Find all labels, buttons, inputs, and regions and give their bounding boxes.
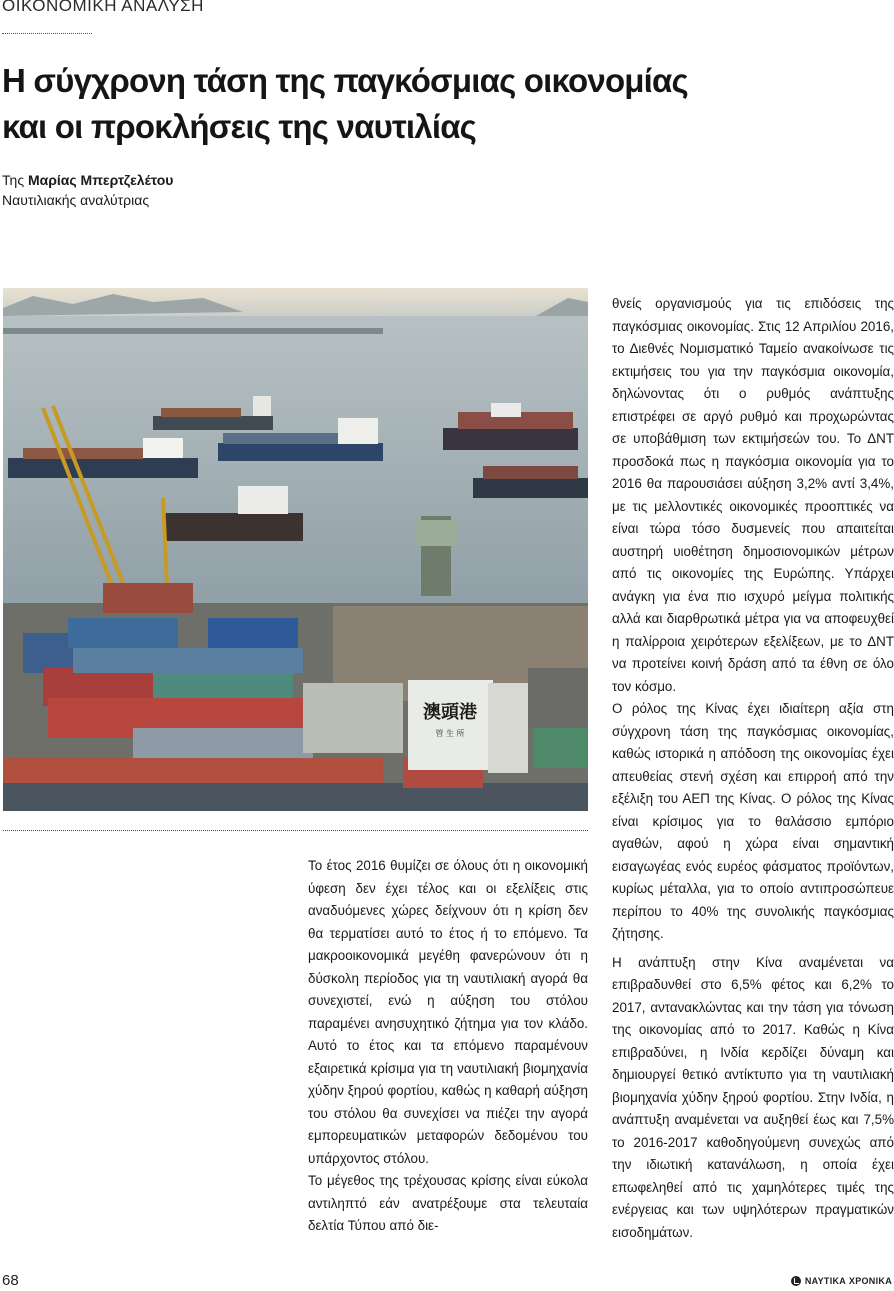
ship-6	[473, 466, 588, 498]
publication-brand	[791, 1276, 892, 1286]
paragraph: θνείς οργανισμούς για τις επιδόσεις της παγκόσμιας οικονομίας. Στις 12 Απριλίου 2016, το Διεθνές Νομισματικό Ταμείο ανακοίνωσε τις εκτιμήσεις του για την παγκόσμια οικονομία, δηλώνοντας ότι ο ρυθμός ανάπτυξης επιστρέφει σε αργό ρυθμό και προχωρώντας σε υποβάθμιση των εκτιμήσεών του. Το ΔΝΤ προσδοκά πως η παγκόσμια οικονομία για το 2016 θα παρουσιάσει αύξηση 3,2% αντί 3,4%, με τις μελλοντικές οικονομικές προοπτικές να είναι τώρα τόσο δυσμενείς που απαιτείται αυστηρή υιοθέτηση δημοσιονομικών μέτρων από τις οικονομίες της Ευρώπης. Υπάρχει ανάγκη για ένα πιο ισχυρό μείγμα πολιτικής αλλά και διαρθρωτικά μέτρα για να αποφευχθεί η παλίρροια χειρότερων εξελίξεων, με το ΔΝΤ να προτείνει κοινή δράση από τα έθνη σε όλο τον κόσμο.	[612, 296, 894, 694]
port-sign-subtext: 管 生 所	[435, 729, 465, 738]
author-name: Μαρίας Μπερτζελέτου	[27, 172, 174, 188]
headline-line-2: και οι προκλήσεις της ναυτιλίας	[2, 108, 477, 145]
brand-logo-icon	[791, 1276, 801, 1286]
section-divider	[2, 33, 92, 34]
author-role: Ναυτιλιακής αναλύτριας	[2, 192, 150, 208]
article-column-middle	[308, 855, 588, 1238]
byline	[2, 170, 173, 210]
paragraph: Η ανάπτυξη στην Κίνα αναμένεται να επιβραδυνθεί στο 6,5% φέτος και 6,2% το 2017, αντανακλώντας και την τάση για τόνωση της οικονομίας από το 2017. Καθώς η Κίνα επιβραδύνει, η Ινδία κερδίζει δύναμη και δημιουργεί θετικό αντίκτυπο για τη ναυτιλιακή βιομηχανία χύδην ξηρού φορτίου. Στην Ινδία, η ανάπτυξη αναμένεται να αυξηθεί έως και 7,5% το 2016-2017 καθοδηγούμενη συνεχώς από την ιδιωτική κατανάλωση, η οποία έχει επωφεληθεί από τις χαμηλότερες τιμές της ενέργειας και των υψηλότερων πραγματικών εισοδημάτων.	[612, 954, 894, 1240]
byline-prefix: Της	[2, 172, 28, 188]
article-column-right	[612, 293, 894, 1244]
port-sign-text: 澳頭港	[423, 702, 477, 723]
harbor-photo	[3, 288, 588, 811]
paragraph: Το μέγεθος της τρέχουσας κρίσης είναι εύκολα αντιληπτό εάν ανατρέξουμε στα τελευταία δελτία Τύπου από διε-	[308, 1173, 588, 1233]
paragraph: Ο ρόλος της Κίνας έχει ιδιαίτερη αξία στη σύγχρονη τάση της παγκόσμιας οικονομίας, καθώς ιστορικά η απόδοση της οικονομίας έχει απευθείας στενή σχέση και επιρροή από την εξέλιξη του ΑΕΠ της Κίνας. Ο ρόλος της Κίνας είναι κρίσιμος για το θαλάσσιο εμπόριο αγαθών, αφού η χώρα είναι σημαντική εισαγωγέας ενός ευρέος φάσματος προϊόντων, κυρίως μέταλλα, για το οποίο αντιπροσώπευε περίπου το 40% της συνολικής παγκόσμιας ζήτησης.	[612, 701, 894, 941]
paragraph: Το έτος 2016 θυμίζει σε όλους ότι η οικονομική ύφεση δεν έχει τέλος και οι εξελίξεις στις αναδυόμενες χώρες δείχνουν ότι η κρίση δεν θα τερματίσει αυτό το έτος ή το επόμενο. Τα μακροοικονομικά μεγέθη φανερώνουν ότι η δύσκολη περίοδος για τη ναυτιλιακή αγορά θα συνεχιστεί, ενώ η αύξηση του στόλου παραμένει ανησυχητικό ζήτημα για τον κλάδο. Αυτό το έτος και τα επόμενο παραμένουν εξαιρετικά κρίσιμα για τη ναυτιλιακή βιομηχανία χύδην ξηρού φορτίου, καθώς η καθαρή αύξηση του στόλου θα συνεχίσει να πιέζει την αγορά εμπορευματικών μεταφορών δεδομένου του υπάρχοντος στόλου.	[308, 858, 588, 1166]
brand-name: ΝΑΥΤΙΚΑ ΧΡΟΝΙΚΑ	[804, 1276, 892, 1286]
headline-line-1: Η σύγχρονη τάση της παγκόσμιας οικονομίας	[2, 62, 688, 99]
page-number: 68	[2, 1272, 19, 1289]
article-headline	[2, 58, 802, 150]
photo-divider	[3, 830, 588, 831]
byline-author-line	[2, 170, 173, 190]
section-label: ΟΙΚΟΝΟΜΙΚΗ ΑΝΑΛΥΣΗ	[2, 0, 204, 15]
